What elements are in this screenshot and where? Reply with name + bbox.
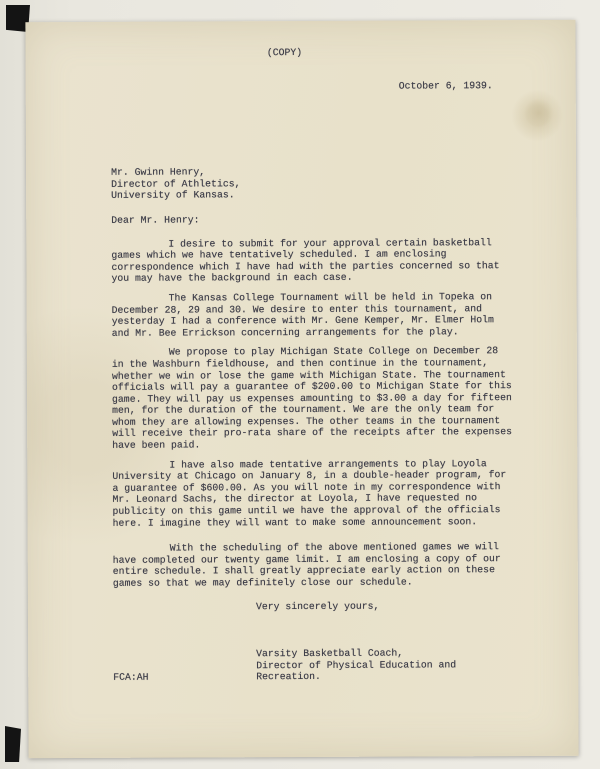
recipient-address	[111, 165, 511, 202]
body-paragraph-1: I desire to submit for your approval certain basketball games which we have tentatively scheduled. I am enclosing correspondence which I have had with the parties concerned so that you may have the background in each case.	[111, 236, 500, 285]
recipient-title: Director of Athletics,	[111, 178, 241, 190]
salutation: Dear Mr. Henry:	[111, 214, 200, 226]
copy-label: (COPY)	[266, 46, 303, 59]
body-paragraph-4: I have also made tentative arrangements to play Loyola University at Chicago on January 8, in a double-header program, for a guarantee of $600.00. As you will note in my correspondence with Mr. Leonard Sachs, the director at Loyola, I have requested no publicity on this game until we have the approval of the officials here. I imagine they will want to make some announcement soon.	[112, 457, 507, 529]
signature-title-1: Varsity Basketball Coach,	[256, 647, 404, 660]
body-paragraph-2: The Kansas College Tournament will be held in Topeka on December 28, 29 and 30. We desire to enter this tournament, and yesterday I had a conference with Mr. Gene Kemper, Mr. Elmer Holm and Mr. Bee Errickson concerning arrangements for the play.	[111, 291, 494, 339]
body-paragraph-3: We propose to play Michigan State College on December 28 in the Washburn fieldhouse, and then continue in the tournament, whether we win or lose the game with Michigan State. The tournament officials will pay a guarantee of $200.00 to Michigan State for this game. They will pay us expenses amounting to $3.00 a day for fifteen men, for the duration of the tournament. We are the only team for whom they are allowing expenses. The other teams in the tournament will receive their pro-rata share of the receipts after the expenses have been paid.	[111, 345, 512, 451]
recipient-organization: University of Kansas.	[111, 189, 235, 202]
signature-titles	[256, 647, 513, 683]
closing-line: Very sincerely yours,	[255, 600, 380, 612]
scan-corner-mark-bottom-left	[5, 726, 21, 762]
letter-content	[110, 20, 513, 684]
paper-stain	[524, 98, 554, 128]
body-paragraph-5: With the scheduling of the above mentioned games we will have completed our twenty game limit. I am enclosing a copy of our entire schedule. I shall greatly appreciate early action on these games so that we may definitely close our schedule.	[112, 541, 501, 589]
typist-reference: FCA:AH	[113, 672, 149, 684]
signature-title-2: Director of Physical Education and Recreation.	[256, 659, 457, 683]
recipient-name: Mr. Gwinn Henry,	[111, 166, 206, 179]
letter-page	[25, 20, 578, 758]
signature-block	[113, 647, 513, 684]
letter-date: October 6, 1939.	[398, 79, 493, 92]
